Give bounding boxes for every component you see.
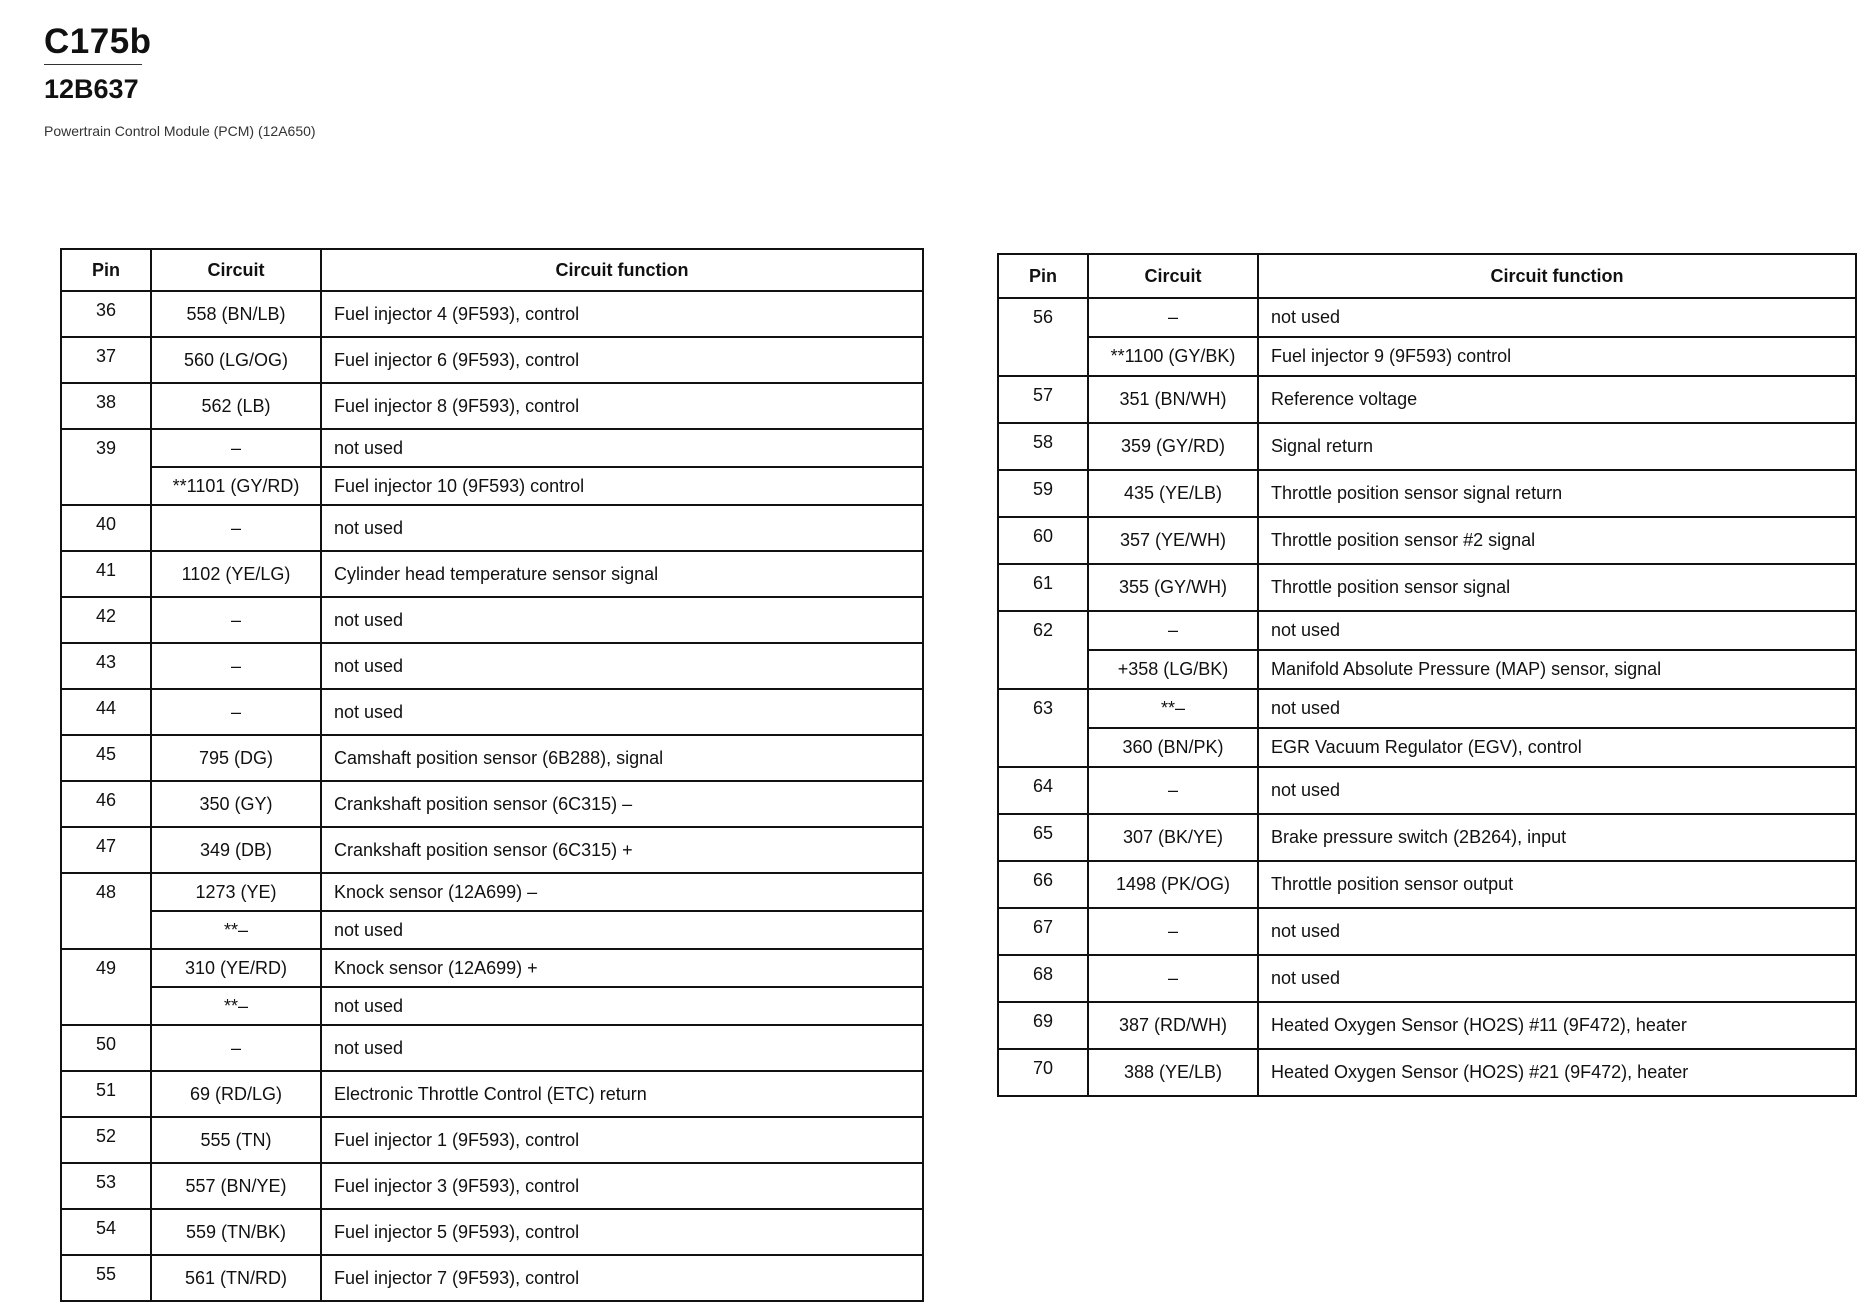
table-row (61, 911, 923, 949)
circuit-cell: 351 (BN/WH) (1088, 376, 1258, 423)
table-row (998, 650, 1856, 689)
pin-number: 64 (998, 767, 1088, 814)
circuit-column-header: Circuit (1088, 254, 1258, 298)
circuit-function-cell: Throttle position sensor signal (1258, 564, 1856, 611)
circuit-cell: 562 (LB) (151, 383, 321, 429)
pin-number: 44 (61, 689, 151, 735)
circuit-function-cell: Fuel injector 3 (9F593), control (321, 1163, 923, 1209)
pin-number: 59 (998, 470, 1088, 517)
circuit-function-cell: Manifold Absolute Pressure (MAP) sensor, signal (1258, 650, 1856, 689)
circuit-cell: 557 (BN/YE) (151, 1163, 321, 1209)
table-row (998, 517, 1856, 564)
table-row (998, 1002, 1856, 1049)
pin-number: 61 (998, 564, 1088, 611)
circuit-function-cell: not used (1258, 689, 1856, 728)
part-number: 12B637 (44, 74, 139, 104)
table-row (61, 781, 923, 827)
table-row (998, 376, 1856, 423)
circuit-function-cell: Signal return (1258, 423, 1856, 470)
circuit-cell: – (151, 597, 321, 643)
pin-number: 48 (61, 873, 151, 949)
circuit-cell: 360 (BN/PK) (1088, 728, 1258, 767)
pin-number: 53 (61, 1163, 151, 1209)
circuit-function-cell: Fuel injector 5 (9F593), control (321, 1209, 923, 1255)
table-row (61, 643, 923, 689)
circuit-function-cell: not used (1258, 767, 1856, 814)
circuit-cell: 1498 (PK/OG) (1088, 861, 1258, 908)
table-row (61, 873, 923, 911)
pin-number: 67 (998, 908, 1088, 955)
circuit-function-cell: Fuel injector 9 (9F593) control (1258, 337, 1856, 376)
table-row (998, 298, 1856, 337)
circuit-cell: **1100 (GY/BK) (1088, 337, 1258, 376)
pinout-table-left (60, 248, 924, 1302)
table-row (61, 689, 923, 735)
circuit-function-cell: not used (1258, 908, 1856, 955)
table-row (61, 467, 923, 505)
circuit-function-cell: Cylinder head temperature sensor signal (321, 551, 923, 597)
pin-number: 58 (998, 423, 1088, 470)
pin-number: 65 (998, 814, 1088, 861)
table-row (61, 1025, 923, 1071)
circuit-function-cell: Camshaft position sensor (6B288), signal (321, 735, 923, 781)
table-row (61, 505, 923, 551)
pin-number: 51 (61, 1071, 151, 1117)
circuit-function-cell: Fuel injector 7 (9F593), control (321, 1255, 923, 1301)
circuit-cell: 310 (YE/RD) (151, 949, 321, 987)
circuit-function-cell: Fuel injector 10 (9F593) control (321, 467, 923, 505)
table-row (61, 1163, 923, 1209)
circuit-cell: 1102 (YE/LG) (151, 551, 321, 597)
pin-number: 40 (61, 505, 151, 551)
circuit-function-cell: not used (321, 987, 923, 1025)
table-row (998, 1049, 1856, 1096)
table-row (998, 689, 1856, 728)
table-row (998, 955, 1856, 1002)
circuit-function-cell: Throttle position sensor output (1258, 861, 1856, 908)
pin-number: 47 (61, 827, 151, 873)
table-row (61, 987, 923, 1025)
circuit-function-cell: Throttle position sensor #2 signal (1258, 517, 1856, 564)
pin-column-header: Pin (998, 254, 1088, 298)
table-row (61, 1255, 923, 1301)
circuit-function-cell: Heated Oxygen Sensor (HO2S) #21 (9F472), heater (1258, 1049, 1856, 1096)
table-row (998, 423, 1856, 470)
pin-number: 60 (998, 517, 1088, 564)
circuit-cell: 558 (BN/LB) (151, 291, 321, 337)
circuit-function-cell: not used (321, 597, 923, 643)
table-header-row (998, 254, 1856, 298)
table-header-row (61, 249, 923, 291)
circuit-cell: 388 (YE/LB) (1088, 1049, 1258, 1096)
circuit-cell: +358 (LG/BK) (1088, 650, 1258, 689)
circuit-cell: 307 (BK/YE) (1088, 814, 1258, 861)
circuit-function-cell: Electronic Throttle Control (ETC) return (321, 1071, 923, 1117)
table-row (61, 429, 923, 467)
circuit-function-cell: Fuel injector 1 (9F593), control (321, 1117, 923, 1163)
circuit-function-cell: not used (1258, 611, 1856, 650)
pin-number: 55 (61, 1255, 151, 1301)
pin-number: 54 (61, 1209, 151, 1255)
circuit-function-cell: Reference voltage (1258, 376, 1856, 423)
circuit-cell: – (151, 643, 321, 689)
circuit-cell: 560 (LG/OG) (151, 337, 321, 383)
circuit-cell: – (1088, 908, 1258, 955)
circuit-cell: 435 (YE/LB) (1088, 470, 1258, 517)
circuit-function-cell: Knock sensor (12A699) – (321, 873, 923, 911)
table-row (998, 611, 1856, 650)
circuit-function-cell: not used (321, 505, 923, 551)
circuit-cell: 350 (GY) (151, 781, 321, 827)
pin-number: 37 (61, 337, 151, 383)
circuit-cell: 359 (GY/RD) (1088, 423, 1258, 470)
function-column-header: Circuit function (321, 249, 923, 291)
circuit-cell: 795 (DG) (151, 735, 321, 781)
circuit-cell: 561 (TN/RD) (151, 1255, 321, 1301)
circuit-cell: 387 (RD/WH) (1088, 1002, 1258, 1049)
circuit-function-cell: not used (321, 689, 923, 735)
circuit-cell: 349 (DB) (151, 827, 321, 873)
pin-number: 49 (61, 949, 151, 1025)
circuit-function-cell: not used (1258, 955, 1856, 1002)
circuit-function-cell: Heated Oxygen Sensor (HO2S) #11 (9F472), heater (1258, 1002, 1856, 1049)
pin-number: 62 (998, 611, 1088, 689)
table-row (998, 337, 1856, 376)
pin-number: 36 (61, 291, 151, 337)
circuit-function-cell: not used (321, 429, 923, 467)
circuit-cell: 355 (GY/WH) (1088, 564, 1258, 611)
circuit-cell: 69 (RD/LG) (151, 1071, 321, 1117)
table-row (61, 291, 923, 337)
function-column-header: Circuit function (1258, 254, 1856, 298)
pin-column-header: Pin (61, 249, 151, 291)
circuit-column-header: Circuit (151, 249, 321, 291)
table-row (998, 861, 1856, 908)
pin-number: 57 (998, 376, 1088, 423)
circuit-cell: – (151, 689, 321, 735)
circuit-function-cell: not used (1258, 298, 1856, 337)
circuit-cell: 357 (YE/WH) (1088, 517, 1258, 564)
circuit-cell: – (1088, 955, 1258, 1002)
circuit-cell: – (151, 1025, 321, 1071)
pin-number: 46 (61, 781, 151, 827)
circuit-cell: – (1088, 298, 1258, 337)
pin-number: 70 (998, 1049, 1088, 1096)
table-row (61, 597, 923, 643)
circuit-function-cell: Crankshaft position sensor (6C315) – (321, 781, 923, 827)
circuit-function-cell: EGR Vacuum Regulator (EGV), control (1258, 728, 1856, 767)
module-description: Powertrain Control Module (PCM) (12A650) (44, 123, 316, 139)
circuit-cell: **1101 (GY/RD) (151, 467, 321, 505)
table-row (61, 1071, 923, 1117)
table-row (61, 337, 923, 383)
table-row (61, 551, 923, 597)
pin-number: 69 (998, 1002, 1088, 1049)
circuit-cell: **– (151, 987, 321, 1025)
connector-code: C175b (44, 22, 152, 61)
circuit-cell: 559 (TN/BK) (151, 1209, 321, 1255)
pin-number: 66 (998, 861, 1088, 908)
circuit-function-cell: Fuel injector 8 (9F593), control (321, 383, 923, 429)
circuit-cell: – (1088, 611, 1258, 650)
table-row (61, 1117, 923, 1163)
title-divider (44, 64, 142, 65)
pin-number: 56 (998, 298, 1088, 376)
pin-number: 50 (61, 1025, 151, 1071)
pin-number: 43 (61, 643, 151, 689)
circuit-cell: 555 (TN) (151, 1117, 321, 1163)
circuit-cell: – (151, 429, 321, 467)
circuit-function-cell: Fuel injector 6 (9F593), control (321, 337, 923, 383)
circuit-cell: **– (1088, 689, 1258, 728)
circuit-cell: – (151, 505, 321, 551)
circuit-cell: 1273 (YE) (151, 873, 321, 911)
pin-number: 63 (998, 689, 1088, 767)
table-row (998, 728, 1856, 767)
pin-number: 68 (998, 955, 1088, 1002)
pin-number: 45 (61, 735, 151, 781)
pin-number: 52 (61, 1117, 151, 1163)
table-row (61, 949, 923, 987)
table-row (61, 1209, 923, 1255)
pin-number: 42 (61, 597, 151, 643)
circuit-function-cell: Crankshaft position sensor (6C315) + (321, 827, 923, 873)
table-row (61, 827, 923, 873)
circuit-function-cell: not used (321, 643, 923, 689)
table-row (61, 735, 923, 781)
circuit-function-cell: Knock sensor (12A699) + (321, 949, 923, 987)
pin-number: 38 (61, 383, 151, 429)
circuit-function-cell: Brake pressure switch (2B264), input (1258, 814, 1856, 861)
pinout-table-right (997, 253, 1857, 1097)
circuit-function-cell: Throttle position sensor signal return (1258, 470, 1856, 517)
circuit-function-cell: Fuel injector 4 (9F593), control (321, 291, 923, 337)
pin-number: 39 (61, 429, 151, 505)
circuit-cell: – (1088, 767, 1258, 814)
circuit-function-cell: not used (321, 911, 923, 949)
table-row (998, 767, 1856, 814)
table-row (998, 908, 1856, 955)
circuit-cell: **– (151, 911, 321, 949)
table-row (61, 383, 923, 429)
table-row (998, 814, 1856, 861)
pin-number: 41 (61, 551, 151, 597)
table-row (998, 470, 1856, 517)
circuit-function-cell: not used (321, 1025, 923, 1071)
table-row (998, 564, 1856, 611)
